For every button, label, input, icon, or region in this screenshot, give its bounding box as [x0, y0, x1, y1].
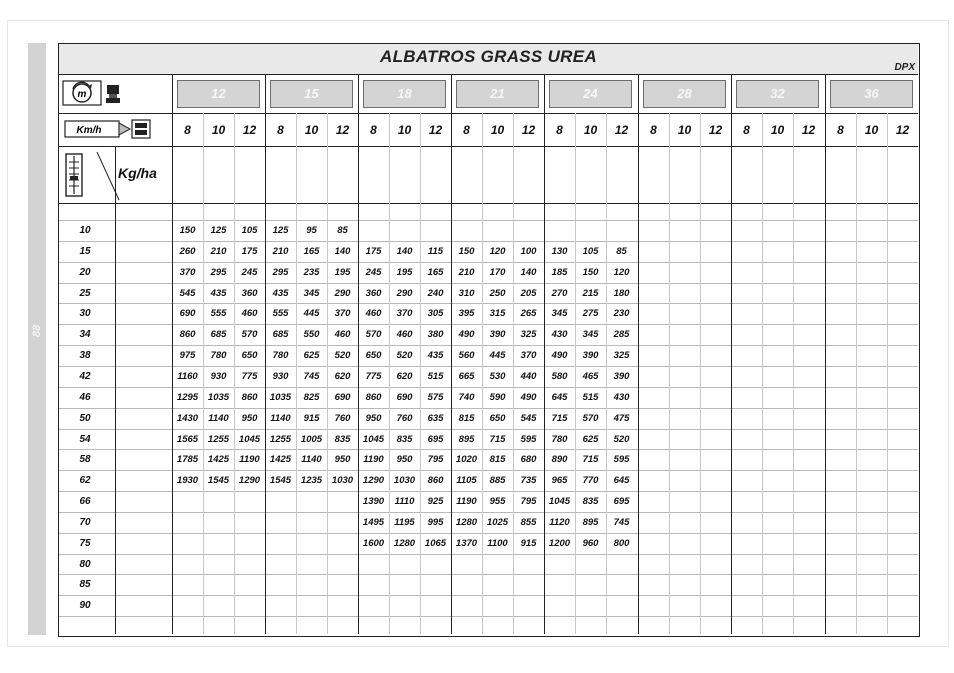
table-cell: 85 — [337, 225, 348, 236]
table-cell: 815 — [458, 413, 475, 424]
table-cell: 545 — [179, 288, 196, 299]
sub-rule — [669, 113, 670, 634]
setting-header-12: 12 — [177, 80, 260, 108]
table-cell: 860 — [427, 475, 444, 486]
table-cell: 770 — [582, 475, 599, 486]
table-cell: 245 — [365, 267, 382, 278]
setting-header-21: 21 — [456, 80, 539, 108]
row-label: 75 — [79, 538, 91, 549]
table-cell: 930 — [272, 371, 289, 382]
setting-header-18: 18 — [363, 80, 446, 108]
table-cell: 650 — [241, 350, 258, 361]
table-cell: 515 — [427, 371, 444, 382]
table-cell: 530 — [489, 371, 506, 382]
table-cell: 760 — [334, 413, 351, 424]
table-cell: 150 — [582, 267, 599, 278]
table-cell: 150 — [179, 225, 196, 236]
table-cell: 1425 — [207, 454, 230, 465]
speed-header: 10 — [397, 123, 412, 137]
table-cell: 430 — [613, 392, 630, 403]
table-cell: 125 — [272, 225, 289, 236]
table-cell: 230 — [613, 308, 630, 319]
speed-header: 10 — [490, 123, 505, 137]
table-cell: 185 — [551, 267, 568, 278]
table-cell: 370 — [396, 308, 413, 319]
table-cell: 1190 — [239, 454, 260, 465]
table-cell: 210 — [458, 267, 475, 278]
table-cell: 120 — [489, 246, 506, 257]
table-cell: 1190 — [363, 454, 384, 465]
speed-header: 12 — [335, 123, 350, 137]
table-cell: 1280 — [393, 538, 416, 549]
table-cell: 360 — [241, 288, 258, 299]
table-cell: 460 — [396, 329, 413, 340]
table-cell: 345 — [551, 308, 568, 319]
table-cell: 1200 — [548, 538, 571, 549]
table-cell: 1045 — [548, 496, 571, 507]
setting-header-15: 15 — [270, 80, 353, 108]
table-cell: 100 — [520, 246, 537, 257]
table-cell: 570 — [582, 413, 599, 424]
group-rule — [825, 74, 826, 634]
table-cell: 620 — [334, 371, 351, 382]
table-cell: 345 — [303, 288, 320, 299]
row-label: 90 — [79, 600, 91, 611]
table-cell: 435 — [427, 350, 444, 361]
table-cell: 460 — [334, 329, 351, 340]
table-cell: 140 — [334, 246, 351, 257]
table-cell: 800 — [613, 538, 630, 549]
rate-label: Kg/ha — [118, 165, 157, 181]
table-cell: 1930 — [176, 475, 199, 486]
table-cell: 345 — [582, 329, 599, 340]
table-cell: 290 — [334, 288, 351, 299]
row-label: 30 — [79, 308, 91, 319]
row-label: 80 — [79, 559, 91, 570]
table-cell: 690 — [396, 392, 413, 403]
row-label: 15 — [79, 246, 91, 257]
table-cell: 575 — [427, 392, 444, 403]
speed-header: 8 — [556, 123, 563, 137]
table-cell: 950 — [396, 454, 413, 465]
speed-header: 8 — [277, 123, 284, 137]
table-cell: 925 — [427, 496, 444, 507]
table-cell: 560 — [458, 350, 475, 361]
speed-header: 12 — [708, 123, 723, 137]
table-cell: 175 — [365, 246, 382, 257]
table-cell: 520 — [334, 350, 351, 361]
sub-rule — [856, 113, 857, 634]
table-cell: 950 — [365, 413, 382, 424]
speed-header: 8 — [184, 123, 191, 137]
table-cell: 130 — [551, 246, 568, 257]
header-rule — [59, 146, 918, 147]
table-cell: 545 — [520, 413, 537, 424]
table-cell: 895 — [458, 434, 475, 445]
table-cell: 165 — [303, 246, 320, 257]
row-label: 62 — [79, 475, 91, 486]
table-cell: 1495 — [362, 517, 385, 528]
table-cell: 1430 — [176, 413, 199, 424]
table-cell: 165 — [427, 267, 444, 278]
speed-header: 12 — [801, 123, 816, 137]
table-cell: 265 — [520, 308, 537, 319]
table-cell: 620 — [396, 371, 413, 382]
table-cell: 915 — [520, 538, 537, 549]
table-cell: 835 — [334, 434, 351, 445]
table-cell: 1100 — [487, 538, 508, 549]
table-cell: 680 — [520, 454, 537, 465]
table-cell: 1290 — [238, 475, 261, 486]
speed-header: 12 — [521, 123, 536, 137]
sub-rule — [793, 113, 794, 634]
table-cell: 860 — [241, 392, 258, 403]
column-rule — [115, 146, 116, 634]
table-cell: 245 — [241, 267, 258, 278]
table-cell: 740 — [458, 392, 475, 403]
table-cell: 465 — [582, 371, 599, 382]
speed-header: 10 — [304, 123, 319, 137]
sub-rule — [762, 113, 763, 634]
table-cell: 775 — [241, 371, 258, 382]
table-cell: 490 — [551, 350, 568, 361]
group-rule — [638, 74, 639, 634]
table-cell: 690 — [179, 308, 196, 319]
table-cell: 685 — [272, 329, 289, 340]
row-label: 42 — [79, 371, 91, 382]
table-cell: 955 — [489, 496, 506, 507]
speed-header: 10 — [864, 123, 879, 137]
table-cell: 430 — [551, 329, 568, 340]
table-cell: 835 — [396, 434, 413, 445]
table-cell: 1035 — [207, 392, 230, 403]
table-cell: 825 — [303, 392, 320, 403]
sub-rule — [700, 113, 701, 634]
table-cell: 395 — [458, 308, 475, 319]
row-label: 85 — [79, 579, 91, 590]
table-cell: 855 — [520, 517, 537, 528]
table-cell: 650 — [365, 350, 382, 361]
row-label: 70 — [79, 517, 91, 528]
table-cell: 895 — [582, 517, 599, 528]
row-rule — [59, 595, 918, 596]
header-rule — [59, 203, 918, 204]
speed-header: 8 — [370, 123, 377, 137]
speed-header: 8 — [743, 123, 750, 137]
table-cell: 240 — [427, 288, 444, 299]
table-cell: 290 — [396, 288, 413, 299]
table-cell: 745 — [613, 517, 630, 528]
table-cell: 85 — [616, 246, 627, 257]
table-cell: 635 — [427, 413, 444, 424]
table-cell: 1140 — [208, 413, 229, 424]
table-cell: 1005 — [300, 434, 323, 445]
table-cell: 1030 — [331, 475, 354, 486]
row-label: 25 — [79, 288, 91, 299]
group-rule — [731, 74, 732, 634]
distributor-icon — [104, 82, 124, 104]
table-cell: 360 — [365, 288, 382, 299]
table-cell: 960 — [582, 538, 599, 549]
table-cell: 1370 — [455, 538, 478, 549]
table-cell: 555 — [272, 308, 289, 319]
row-rule — [59, 574, 918, 575]
table-cell: 1030 — [393, 475, 416, 486]
table-cell: 780 — [210, 350, 227, 361]
table-cell: 515 — [582, 392, 599, 403]
sub-rule — [887, 113, 888, 634]
table-cell: 370 — [179, 267, 196, 278]
table-cell: 175 — [241, 246, 258, 257]
table-cell: 860 — [365, 392, 382, 403]
table-cell: 775 — [365, 371, 382, 382]
table-cell: 295 — [272, 267, 289, 278]
row-label: 34 — [79, 329, 91, 340]
table-cell: 390 — [582, 350, 599, 361]
table-cell: 1545 — [269, 475, 292, 486]
setting-header-36: 36 — [830, 80, 913, 108]
table-cell: 170 — [489, 267, 506, 278]
table-cell: 260 — [179, 246, 196, 257]
table-cell: 195 — [334, 267, 351, 278]
row-label: 20 — [79, 267, 91, 278]
table-cell: 555 — [210, 308, 227, 319]
table-cell: 1195 — [394, 517, 415, 528]
table-cell: 885 — [489, 475, 506, 486]
table-cell: 460 — [365, 308, 382, 319]
speed-header: 12 — [242, 123, 257, 137]
table-cell: 1105 — [456, 475, 477, 486]
table-cell: 445 — [489, 350, 506, 361]
table-cell: 665 — [458, 371, 475, 382]
speed-header: 8 — [837, 123, 844, 137]
speed-icon-label: Km/h — [76, 125, 102, 136]
title-bar — [59, 44, 918, 75]
table-cell: 440 — [520, 371, 537, 382]
table-cell: 1035 — [269, 392, 292, 403]
table-cell: 715 — [489, 434, 506, 445]
setting-header-28: 28 — [643, 80, 726, 108]
table-cell: 1390 — [362, 496, 385, 507]
table-cell: 735 — [520, 475, 537, 486]
table-cell: 1140 — [301, 454, 322, 465]
table-cell: 140 — [520, 267, 537, 278]
table-cell: 315 — [489, 308, 506, 319]
table-cell: 325 — [613, 350, 630, 361]
table-cell: 180 — [613, 288, 630, 299]
table-cell: 460 — [241, 308, 258, 319]
table-cell: 645 — [551, 392, 568, 403]
table-cell: 1425 — [269, 454, 292, 465]
table-cell: 835 — [582, 496, 599, 507]
table-cell: 235 — [303, 267, 320, 278]
table-cell: 1600 — [362, 538, 385, 549]
speed-header: 10 — [583, 123, 598, 137]
table-cell: 745 — [303, 371, 320, 382]
table-cell: 490 — [458, 329, 475, 340]
speed-header: 12 — [614, 123, 629, 137]
table-cell: 1140 — [270, 413, 291, 424]
table-cell: 215 — [582, 288, 599, 299]
table-cell: 1065 — [424, 538, 447, 549]
side-page-number: 88 — [31, 324, 43, 338]
table-cell: 1295 — [176, 392, 199, 403]
table-cell: 780 — [551, 434, 568, 445]
table-cell: 695 — [427, 434, 444, 445]
speed-km-h-icon — [64, 118, 154, 140]
table-cell: 695 — [613, 496, 630, 507]
table-cell: 685 — [210, 329, 227, 340]
row-label: 66 — [79, 496, 91, 507]
row-label: 58 — [79, 454, 91, 465]
row-label: 38 — [79, 350, 91, 361]
table-cell: 445 — [303, 308, 320, 319]
table-cell: 1290 — [362, 475, 385, 486]
table-cell: 570 — [365, 329, 382, 340]
table-cell: 150 — [458, 246, 475, 257]
table-cell: 1235 — [300, 475, 323, 486]
table-cell: 1565 — [176, 434, 199, 445]
table-cell: 105 — [582, 246, 599, 257]
speed-header: 8 — [650, 123, 657, 137]
table-cell: 295 — [210, 267, 227, 278]
table-cell: 435 — [272, 288, 289, 299]
table-cell: 390 — [613, 371, 630, 382]
table-cell: 520 — [613, 434, 630, 445]
table-cell: 1045 — [238, 434, 261, 445]
table-cell: 975 — [179, 350, 196, 361]
row-rule — [59, 554, 918, 555]
row-label: 50 — [79, 413, 91, 424]
table-cell: 115 — [427, 246, 444, 257]
table-cell: 1160 — [177, 371, 198, 382]
svg-text:m: m — [77, 89, 87, 100]
table-cell: 140 — [396, 246, 413, 257]
table-cell: 1255 — [269, 434, 292, 445]
speed-header: 8 — [463, 123, 470, 137]
table-cell: 1255 — [207, 434, 230, 445]
row-label: 10 — [79, 225, 91, 236]
model-code: DPX — [894, 62, 915, 73]
table-cell: 965 — [551, 475, 568, 486]
table-cell: 625 — [582, 434, 599, 445]
table-cell: 625 — [303, 350, 320, 361]
table-cell: 370 — [520, 350, 537, 361]
table-cell: 995 — [427, 517, 444, 528]
table-cell: 370 — [334, 308, 351, 319]
table-cell: 795 — [427, 454, 444, 465]
table-cell: 210 — [272, 246, 289, 257]
table-cell: 1025 — [486, 517, 509, 528]
setting-header-24: 24 — [549, 80, 632, 108]
speed-header: 10 — [770, 123, 785, 137]
table-cell: 650 — [489, 413, 506, 424]
table-cell: 815 — [489, 454, 506, 465]
table-cell: 205 — [520, 288, 537, 299]
table-cell: 580 — [551, 371, 568, 382]
table-cell: 305 — [427, 308, 444, 319]
table-cell: 715 — [582, 454, 599, 465]
table-cell: 860 — [179, 329, 196, 340]
speed-header: 10 — [677, 123, 692, 137]
table-cell: 715 — [551, 413, 568, 424]
table-cell: 645 — [613, 475, 630, 486]
page-title: ALBATROS GRASS UREA — [380, 47, 597, 66]
table-cell: 1020 — [455, 454, 478, 465]
speed-header: 12 — [895, 123, 910, 137]
table-cell: 120 — [613, 267, 630, 278]
table-cell: 1545 — [207, 475, 230, 486]
table-cell: 1785 — [176, 454, 199, 465]
table-cell: 210 — [210, 246, 227, 257]
setting-header-32: 32 — [736, 80, 819, 108]
table-cell: 490 — [520, 392, 537, 403]
table-cell: 125 — [210, 225, 227, 236]
table-cell: 890 — [551, 454, 568, 465]
table-cell: 285 — [613, 329, 630, 340]
table-cell: 380 — [427, 329, 444, 340]
table-cell: 310 — [458, 288, 475, 299]
table-cell: 1045 — [362, 434, 385, 445]
rotation-meter-icon — [62, 80, 102, 106]
table-cell: 325 — [520, 329, 537, 340]
table-cell: 105 — [241, 225, 258, 236]
gauge-ruler-icon — [64, 152, 84, 198]
row-rule — [59, 616, 918, 617]
table-cell: 1190 — [456, 496, 477, 507]
table-cell: 435 — [210, 288, 227, 299]
table-cell: 760 — [396, 413, 413, 424]
table-cell: 95 — [306, 225, 317, 236]
table-cell: 950 — [241, 413, 258, 424]
table-cell: 570 — [241, 329, 258, 340]
row-label: 54 — [79, 434, 91, 445]
speed-header: 12 — [428, 123, 443, 137]
table-cell: 595 — [613, 454, 630, 465]
table-cell: 520 — [396, 350, 413, 361]
table-cell: 590 — [489, 392, 506, 403]
table-cell: 250 — [489, 288, 506, 299]
table-cell: 1110 — [394, 496, 415, 507]
table-cell: 1280 — [455, 517, 478, 528]
table-cell: 275 — [582, 308, 599, 319]
table-cell: 950 — [334, 454, 351, 465]
table-cell: 550 — [303, 329, 320, 340]
row-label: 46 — [79, 392, 91, 403]
table-cell: 195 — [396, 267, 413, 278]
table-cell: 270 — [551, 288, 568, 299]
table-cell: 475 — [613, 413, 630, 424]
header-rule — [59, 113, 918, 114]
table-cell: 595 — [520, 434, 537, 445]
table-cell: 690 — [334, 392, 351, 403]
table-cell: 390 — [489, 329, 506, 340]
table-cell: 915 — [303, 413, 320, 424]
table-cell: 1120 — [549, 517, 570, 528]
speed-header: 10 — [211, 123, 226, 137]
table-cell: 930 — [210, 371, 227, 382]
table-cell: 795 — [520, 496, 537, 507]
table-cell: 780 — [272, 350, 289, 361]
